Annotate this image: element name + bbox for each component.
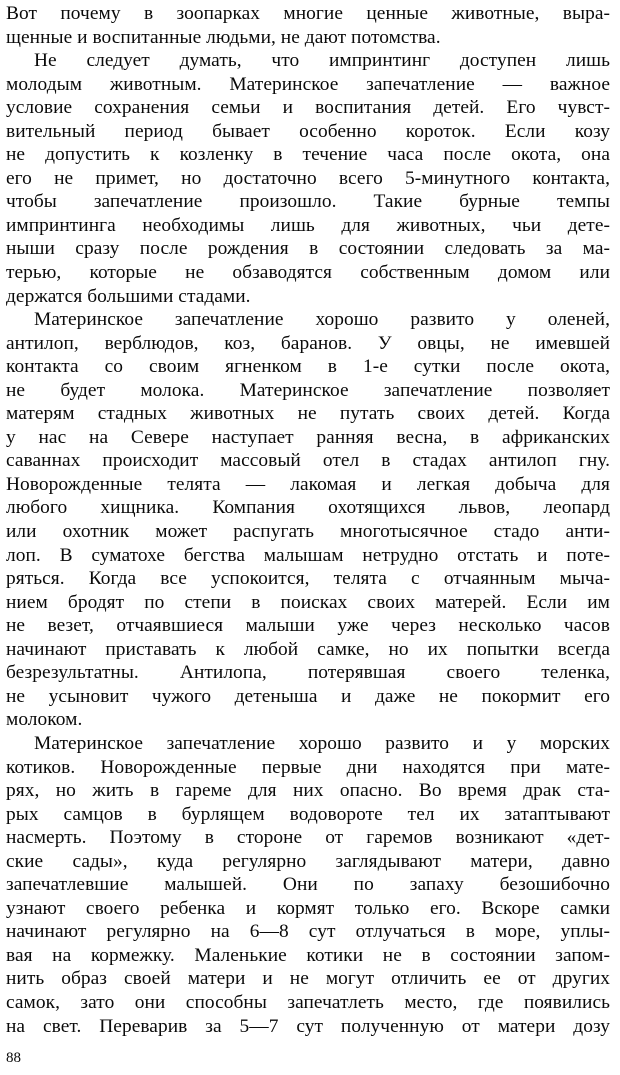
text-line: матерям стадных животных не путать своих детей. Когда: [6, 403, 610, 425]
text-line: чтобы запечатление произошло. Такие бурные темпы: [6, 191, 610, 213]
text-line: Материнское запечатление хорошо развито у оленей,: [34, 309, 610, 331]
text-line: узнают своего ребенка и кормят только его. Вскоре самки: [6, 897, 610, 919]
text-line: Не следует думать, что импринтинг доступен лишь: [34, 50, 610, 72]
text-line: держатся большими стадами.: [6, 285, 251, 307]
page-number: 88: [6, 1050, 21, 1066]
text-line: нием бродят по степи в поисках своих матерей. Если им: [6, 591, 610, 613]
text-line: условие сохранения семьи и воспитания детей. Его чувст-: [6, 97, 610, 119]
text-line: лоп. В суматохе бегства малышам нетрудно отстать и поте-: [6, 544, 610, 566]
text-line: на свет. Переварив за 5—7 сут полученную от матери дозу: [6, 1015, 610, 1037]
text-line: начинают приставать к любой самке, но их попытки всегда: [6, 638, 610, 660]
text-line: щенные и воспитанные людьми, не дают потомства.: [6, 26, 441, 48]
text-line: самок, зато они способны запечатлеть место, где появились: [6, 991, 610, 1013]
text-line: антилоп, верблюдов, коз, баранов. У овцы, не имевшей: [6, 332, 610, 354]
text-line: котиков. Новорожденные первые дни находятся при мате-: [6, 756, 610, 778]
text-line: у нас на Севере наступает ранняя весна, в африканских: [6, 426, 610, 448]
text-line: импринтинга необходимы лишь для животных, чьи детe-: [6, 214, 610, 236]
text-line: насмерть. Поэтому в стороне от гаремов возникают «дет-: [6, 827, 610, 849]
text-line: молоком.: [6, 709, 83, 731]
text-line: ские сады», куда регулярно заглядывают матери, давно: [6, 850, 610, 872]
text-line: вая на кормежку. Маленькие котики не в состоянии запом-: [6, 944, 610, 966]
text-line: или охотник может распугать многотысячное стадо анти-: [6, 521, 610, 543]
text-line: Вот почему в зоопарках многие ценные животные, выра-: [6, 3, 610, 24]
text-line: рых самцов в бурлящем водовороте тел их затаптывают: [6, 803, 610, 825]
text-line: любого хищника. Компания охотящихся львов, леопард: [6, 497, 610, 519]
text-line: не усыновит чужого детеныша и даже не покормит его: [6, 685, 610, 707]
text-line: запечатлевшие малышей. Они по запаху безошибочно: [6, 874, 610, 896]
text-line: ряться. Когда все успокоится, телята с отчаянным мыча-: [6, 568, 610, 590]
text-line: терью, которые не обзаводятся собственным домом или: [6, 262, 610, 284]
text-line: саваннах происходит массовый отел в стадах антилоп гну.: [6, 450, 610, 472]
text-line: не допустить к козленку в течение часа после окота, она: [6, 144, 610, 166]
text-line: рях, но жить в гареме для них опасно. Во время драк ста-: [6, 780, 610, 802]
text-line: вительный период бывает особенно короток. Если козу: [6, 120, 610, 142]
text-line: контакта со своим ягненком в 1-е сутки после окота,: [6, 356, 610, 378]
text-line: Новорожденные телята — лакомая и легкая добыча для: [6, 473, 610, 495]
text-line: начинают регулярно на 6—8 сут отлучаться в море, уплы-: [6, 921, 610, 943]
text-line: молодым животным. Материнское запечатление — важное: [6, 73, 610, 95]
text-line: Материнское запечатление хорошо развито и у морских: [34, 732, 610, 754]
text-line: нить образ своей матери и не могут отличить ее от других: [6, 968, 610, 990]
text-line: его не примет, но достаточно всего 5-минутного контакта,: [6, 167, 610, 189]
text-line: не везет, отчаявшиеся малыши уже через несколько часов: [6, 615, 610, 637]
text-line: безрезультатны. Антилопа, потерявшая своего теленка,: [6, 662, 610, 684]
body-text: [6, 2, 610, 1038]
text-line: ныши сразу после рождения в состоянии следовать за ма-: [6, 238, 610, 260]
text-line: не будет молока. Материнское запечатление позволяет: [6, 379, 610, 401]
